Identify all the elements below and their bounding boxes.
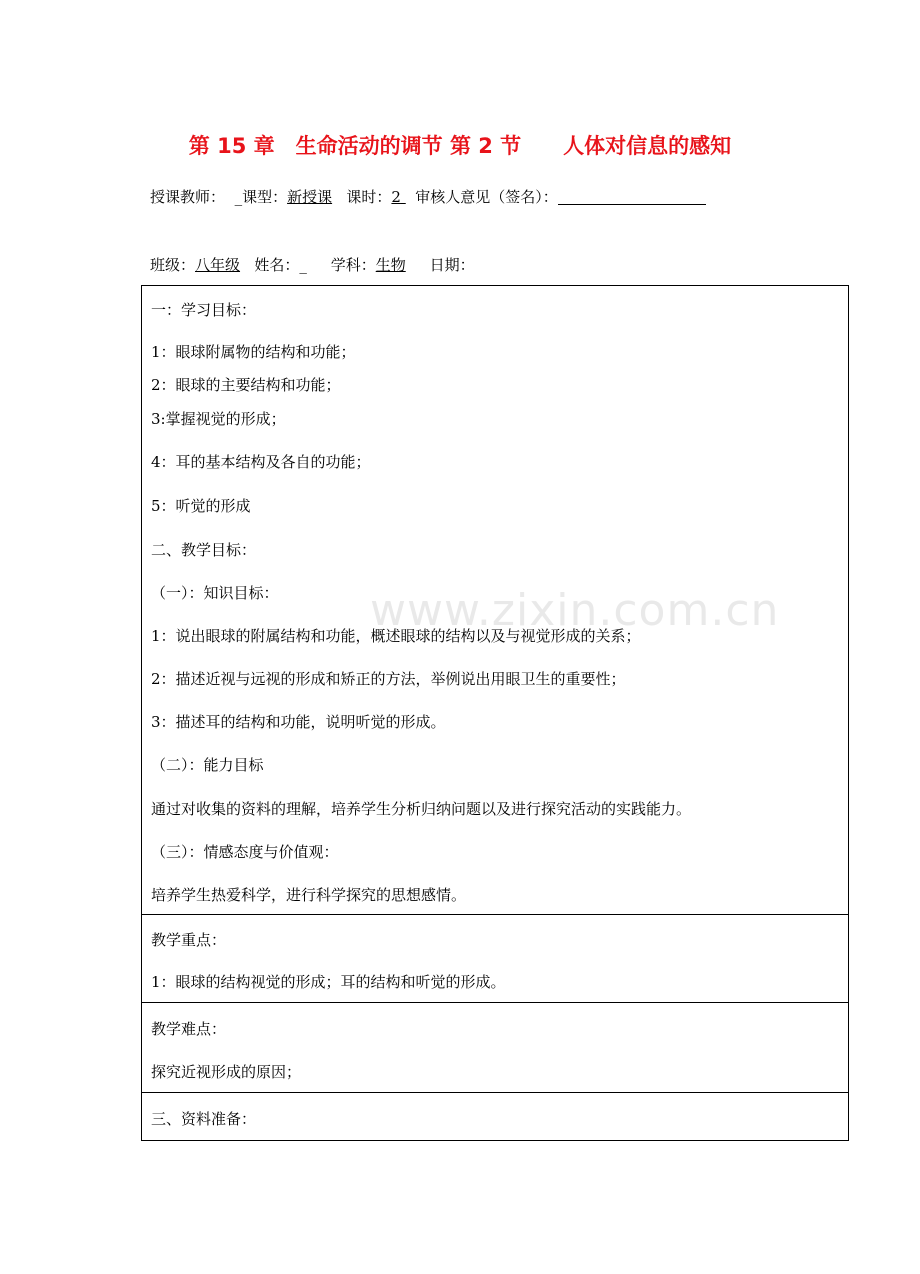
text-line: 2：描述近视与远视的形成和矫正的方法，举例说出用眼卫生的重要性； bbox=[151, 670, 626, 688]
text-line: 5：听觉的形成 bbox=[151, 497, 251, 515]
text-line: 培养学生热爱科学，进行科学探究的思想感情。 bbox=[151, 886, 467, 904]
text-line: 4：耳的基本结构及各自的功能； bbox=[151, 453, 371, 471]
meta-row-teacher bbox=[150, 186, 706, 207]
subject-label: 学科： bbox=[330, 256, 376, 274]
text-line: （一）：知识目标： bbox=[151, 584, 279, 602]
signature-line bbox=[558, 189, 706, 205]
class-value: 八年级 bbox=[195, 256, 241, 274]
difficulties-cell bbox=[142, 1002, 848, 1092]
meta-row-class bbox=[150, 254, 475, 275]
text-line: （二）：能力目标 bbox=[151, 756, 264, 774]
text-line: 二、教学目标： bbox=[151, 541, 257, 559]
text-line: 1：眼球附属物的结构和功能； bbox=[151, 343, 356, 361]
hours-value: 2 bbox=[391, 188, 401, 206]
objectives-cell bbox=[142, 286, 848, 914]
type-value: 新授课 bbox=[287, 188, 333, 206]
teacher-value: _ bbox=[234, 188, 243, 206]
text-line: 一：学习目标： bbox=[151, 301, 257, 319]
document-title: 第 15 章 生命活动的调节 第 2 节 人体对信息的感知 bbox=[188, 134, 732, 158]
text-line: 三、资料准备： bbox=[151, 1110, 257, 1128]
materials-cell bbox=[142, 1092, 848, 1140]
class-label: 班级： bbox=[150, 256, 196, 274]
text-line: 1：眼球的结构视觉的形成；耳的结构和听觉的形成。 bbox=[151, 973, 506, 991]
review-label: 审核人意见（签名）： bbox=[415, 188, 558, 206]
text-line: 1：说出眼球的附属结构和功能，概述眼球的结构以及与视觉形成的关系； bbox=[151, 627, 641, 645]
text-line: 探究近视形成的原因； bbox=[151, 1063, 302, 1081]
hours-label: 课时： bbox=[346, 188, 392, 206]
text-line: 2：眼球的主要结构和功能； bbox=[151, 376, 341, 394]
date-label: 日期： bbox=[429, 256, 475, 274]
text-line: 3:掌握视觉的形成； bbox=[151, 410, 286, 428]
name-label: 姓名： bbox=[254, 256, 300, 274]
name-value: _ bbox=[299, 256, 307, 274]
teacher-label: 授课教师： bbox=[150, 188, 226, 206]
text-line: 教学重点： bbox=[151, 931, 227, 949]
text-line: （三）：情感态度与价值观： bbox=[151, 843, 339, 861]
lesson-plan-table bbox=[141, 285, 849, 1141]
watermark: www.zixin.com.cn bbox=[370, 585, 780, 636]
key-points-cell bbox=[142, 914, 848, 1002]
text-line: 教学难点： bbox=[151, 1020, 227, 1038]
text-line: 通过对收集的资料的理解，培养学生分析归纳问题以及进行探究活动的实践能力。 bbox=[151, 800, 692, 818]
text-line: 3：描述耳的结构和功能，说明听觉的形成。 bbox=[151, 713, 446, 731]
type-label: 课型： bbox=[242, 188, 288, 206]
subject-value: 生物 bbox=[375, 256, 406, 274]
